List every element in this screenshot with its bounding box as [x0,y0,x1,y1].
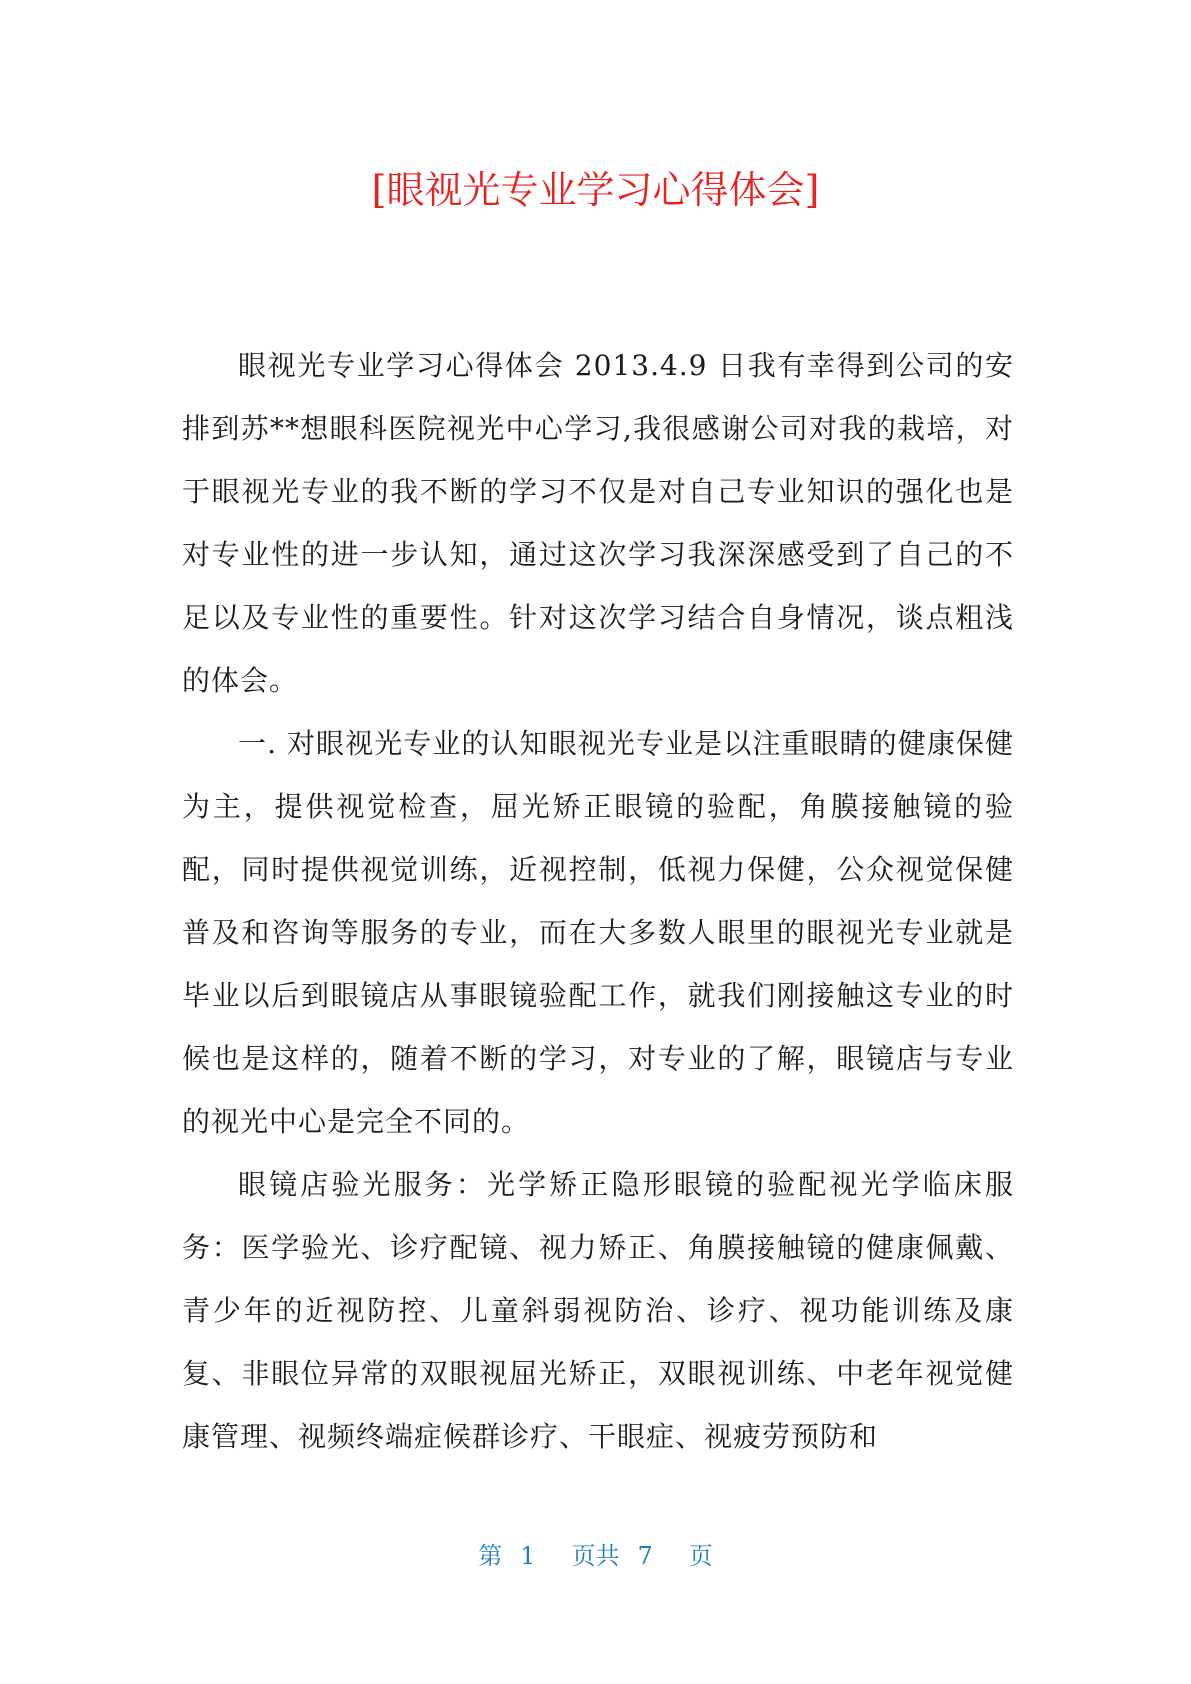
page-footer [0,1540,1191,1572]
paragraph-services: 眼镜店验光服务：光学矫正隐形眼镜的验配视光学临床服务：医学验光、诊疗配镜、视力矫正、角膜接触镜的健康佩戴、青少年的近视防控、儿童斜弱视防治、诊疗、视功能训练及康复、非眼位异常的双眼视屈光矫正，双眼视训练、中老年视觉健康管理、视频终端症候群诊疗、干眼症、视疲劳预防和 [182,1168,1014,1453]
document-body [182,334,1014,1468]
paragraph-section-one: 一. 对眼视光专业的认知眼视光专业是以注重眼睛的健康保健为主，提供视觉检查，屈光矫正眼镜的验配，角膜接触镜的验配，同时提供视觉训练，近视控制，低视力保健，公众视觉保健普及和咨询等服务的专业，而在大多数人眼里的眼视光专业就是毕业以后到眼镜店从事眼镜验配工作，就我们刚接触这专业的时候也是这样的，随着不断的学习，对专业的了解，眼镜店与专业的视光中心是完全不同的。 [182,727,1014,1138]
footer-current-page: 1 [520,1542,536,1570]
footer-label-ye: 页 [688,1542,713,1570]
footer-label-ye-gong: 页共 [571,1542,620,1570]
footer-label-di: 第 [478,1542,503,1570]
paragraph-intro: 眼视光专业学习心得体会 2013.4.9 日我有幸得到公司的安排到苏**想眼科医院视光中心学习,我很感谢公司对我的栽培，对于眼视光专业的我不断的学习不仅是对自己专业知识的强化也是对专业性的进一步认知，通过这次学习我深深感受到了自己的不足以及专业性的重要性。针对这次学习结合自身情况，谈点粗浅的体会。 [182,349,1014,697]
footer-total-pages: 7 [637,1542,653,1570]
document-title: [眼视光专业学习心得体会] [371,168,820,212]
